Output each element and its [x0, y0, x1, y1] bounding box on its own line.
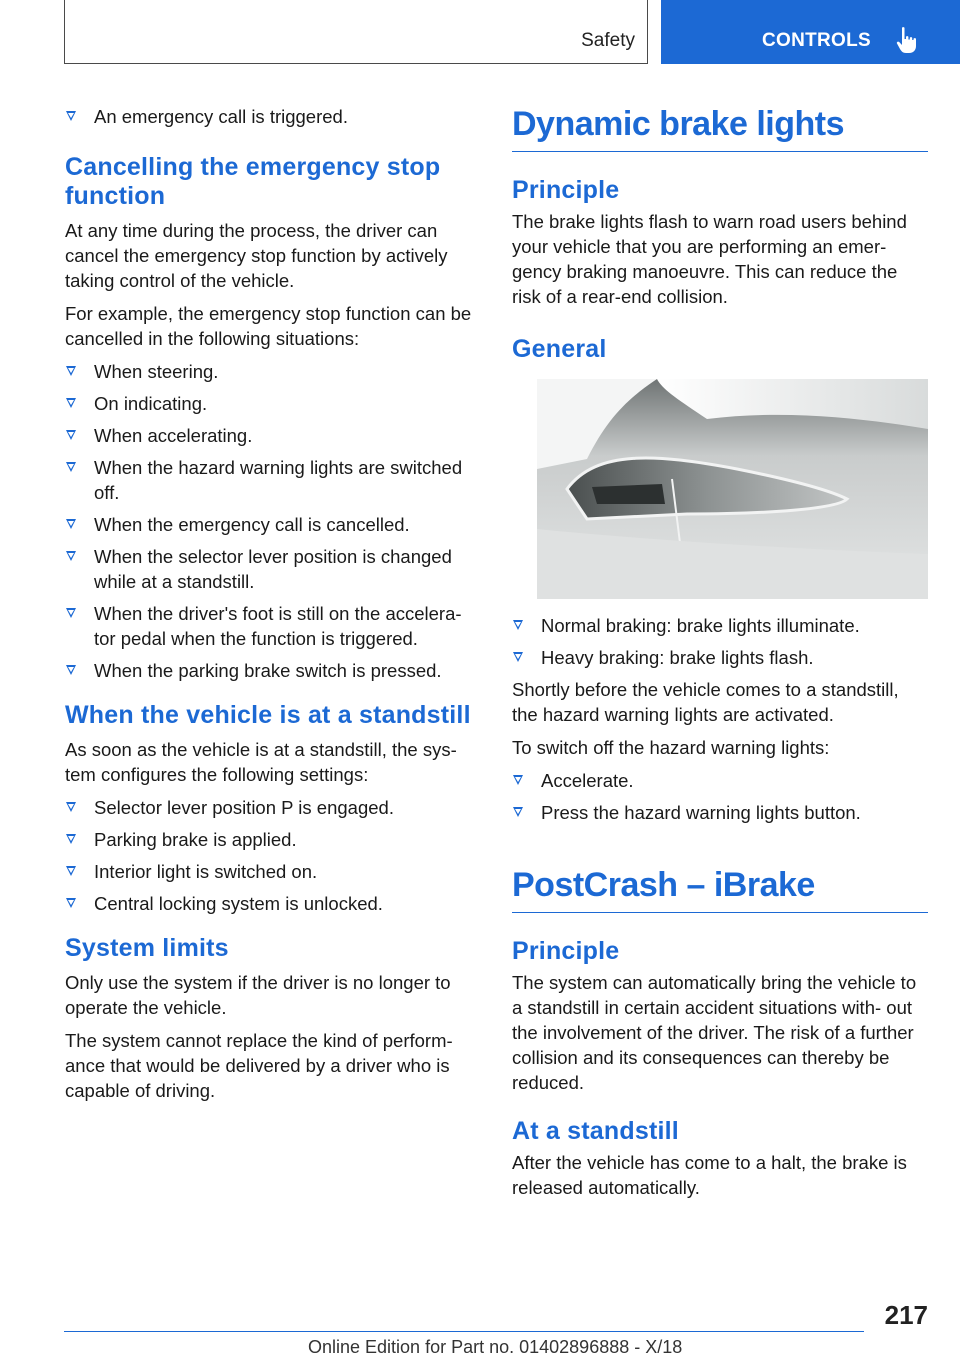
page-number: 217 — [884, 1300, 928, 1330]
header-section-box — [64, 0, 648, 64]
paragraph: The brake lights flash to warn road users behind your vehicle that you are performing an emer‐ gency braking manoeuvre. This can reduce the risk of a rear-end collision. — [512, 211, 907, 307]
list-item: Press the hazard warning lights button. — [512, 800, 928, 825]
list-item: When the emergency call is cancelled. — [65, 512, 480, 537]
heading-at-standstill: At a standstill — [512, 1117, 679, 1145]
footer-divider — [64, 1331, 864, 1332]
hand-pointer-icon — [895, 26, 921, 54]
paragraph: As soon as the vehicle is at a standstill, the sys‐ tem configures the following settings: — [65, 739, 457, 785]
bullet-triangle-icon — [513, 652, 523, 662]
list-item: Accelerate. — [512, 768, 928, 793]
bullet-triangle-icon — [66, 398, 76, 408]
brake-light-illustration — [537, 379, 928, 599]
list-item: When the hazard warning lights are switched off. — [65, 455, 480, 505]
bullet-triangle-icon — [66, 462, 76, 472]
list-item: An emergency call is triggered. — [65, 104, 480, 129]
heading-general: General — [512, 335, 607, 363]
bullet-triangle-icon — [66, 519, 76, 529]
chapter-heading-postcrash: PostCrash – iBrake — [512, 865, 928, 913]
right-column-lower — [512, 613, 928, 1208]
heading-cancelling: Cancelling the emergency stop function — [65, 153, 441, 210]
list-item: When the selector lever position is changed while at a standstill. — [65, 544, 480, 594]
bullet-triangle-icon — [66, 866, 76, 876]
list-item: Normal braking: brake lights illuminate. — [512, 613, 928, 638]
left-column — [65, 104, 480, 1111]
list-item: When the driver's foot is still on the accelera‐ tor pedal when the function is triggered. — [65, 601, 480, 651]
chapter-heading-dynamic-brake-lights: Dynamic brake lights — [512, 104, 928, 152]
list-item: When the parking brake switch is pressed. — [65, 658, 480, 683]
heading-principle: Principle — [512, 176, 620, 204]
right-column — [512, 104, 928, 368]
list-item: Selector lever position P is engaged. — [65, 795, 480, 820]
bullet-triangle-icon — [513, 620, 523, 630]
bullet-triangle-icon — [66, 834, 76, 844]
footer-edition: Online Edition for Part no. 01402896888 - X/18 — [308, 1337, 683, 1357]
switch-off-list — [512, 768, 928, 825]
list-item: Parking brake is applied. — [65, 827, 480, 852]
paragraph: Shortly before the vehicle comes to a standstill, the hazard warning lights are activated. — [512, 679, 899, 725]
heading-standstill: When the vehicle is at a standstill — [65, 701, 471, 729]
paragraph: For example, the emergency stop function can be cancelled in the following situations: — [65, 303, 472, 349]
bullet-triangle-icon — [66, 430, 76, 440]
bullet-triangle-icon — [66, 608, 76, 618]
list-item: On indicating. — [65, 391, 480, 416]
heading-principle: Principle — [512, 937, 620, 965]
section-title: Safety — [581, 30, 635, 51]
paragraph: Only use the system if the driver is no longer to operate the vehicle. — [65, 972, 451, 1018]
braking-list — [512, 613, 928, 670]
list-item: Central locking system is unlocked. — [65, 891, 480, 916]
bullet-triangle-icon — [513, 807, 523, 817]
bullet-triangle-icon — [66, 665, 76, 675]
bullet-triangle-icon — [66, 551, 76, 561]
heading-system-limits: System limits — [65, 934, 229, 962]
paragraph: To switch off the hazard warning lights: — [512, 737, 830, 758]
bullet-triangle-icon — [66, 802, 76, 812]
list-item: When accelerating. — [65, 423, 480, 448]
paragraph: At any time during the process, the driver can cancel the emergency stop function by actively taking control of the vehicle. — [65, 220, 448, 291]
bullet-triangle-icon — [66, 898, 76, 908]
bullet-triangle-icon — [66, 111, 76, 121]
paragraph: The system cannot replace the kind of perform‐ ance that would be delivered by a driver who is capable of driving. — [65, 1030, 453, 1101]
list-item: When steering. — [65, 359, 480, 384]
chapter-tab — [661, 0, 960, 64]
paragraph: The system can automatically bring the vehicle to a standstill in certain accident situations with‐ out the involvement of the driver. The risk of a further collision and its consequences can thereby be reduced. — [512, 972, 917, 1093]
cancel-situations-list — [65, 359, 480, 683]
list-item: Heavy braking: brake lights flash. — [512, 645, 928, 670]
trigger-list — [65, 104, 480, 129]
standstill-settings-list — [65, 795, 480, 916]
bullet-triangle-icon — [66, 366, 76, 376]
bullet-triangle-icon — [513, 775, 523, 785]
list-item: Interior light is switched on. — [65, 859, 480, 884]
chapter-title: CONTROLS — [762, 30, 872, 51]
paragraph: After the vehicle has come to a halt, the brake is released automatically. — [512, 1152, 907, 1198]
